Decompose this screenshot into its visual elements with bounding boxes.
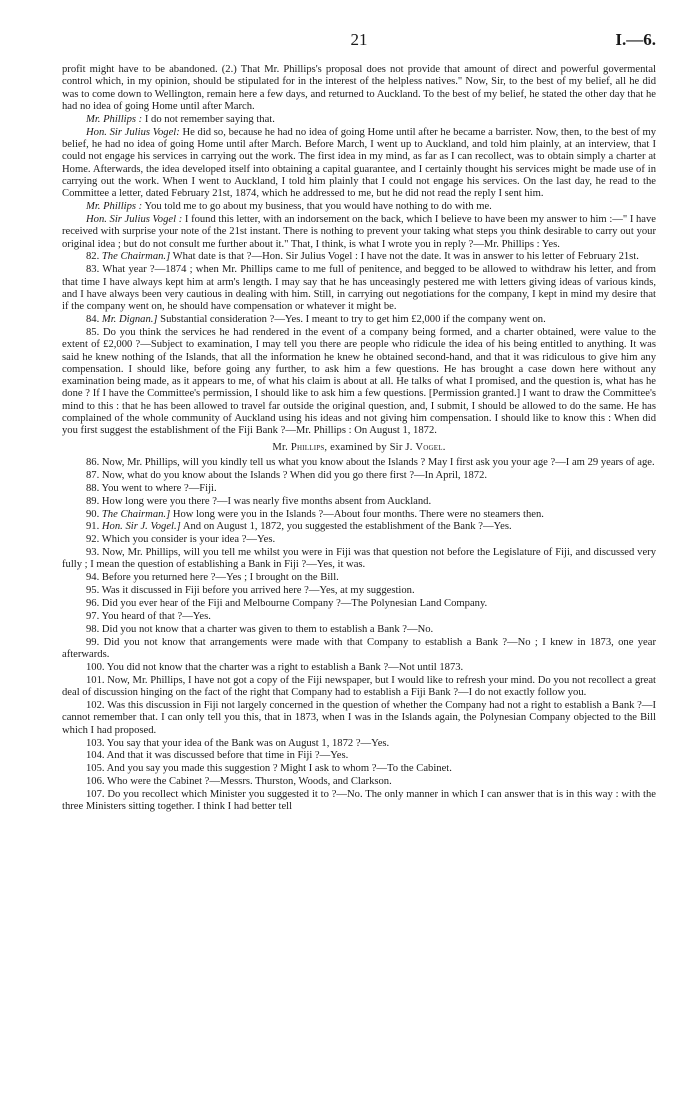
evidence-paragraph [62,662,656,674]
evidence-paragraph [62,327,656,438]
evidence-paragraph [62,201,656,213]
paragraph-text: 98. Did you not know that a charter was given to them to establish a Bank ?—No. [86,623,434,635]
paragraph-text: What date is that ?—Hon. Sir Julius Vogel : I have not the date. It was in answer to his letter of February 21st. [170,251,639,263]
speaker-label: Hon. Sir J. Vogel.] [101,521,181,533]
evidence-paragraph [62,251,656,263]
examiner-name: Vogel [415,441,443,453]
paragraph-text: 106. Who were the Cabinet ?—Messrs. Thurston, Woods, and Clarkson. [86,776,392,788]
paragraph-text: 83. What year ?—1874 ; when Mr. Phillips came to me full of penitence, and begged to be allowed to withdraw his letter, and from that time I have always kept him at arm's length. I may say that he has unceasingly pestered me with letters giving ideas of various kinds, and I have always been very cautious in dealing with him. Still, in carrying out negotiations for the company, I kept in mind my desire that if the company went on, he should have compensation or whatever it might be. [62,264,656,313]
question-number: 82. [86,251,100,263]
paragraph-text: profit might have to be abandoned. (2.) That Mr. Phillips's proposal does not provide that amount of direct and powerful govermental control which, in my opinion, should be stipulated for in the interest of the helpless natives." Now, Sir, to the best of my belief, all he did was to come down to Wellington, remain here a few days, and returned to Auckland. To the best of my belief, he stated the other day that he had no idea of going Home until after March. [62,64,656,112]
evidence-paragraph [62,789,656,814]
paragraph-text: 88. You went to where ?—Fiji. [86,482,217,494]
paragraph-text: 105. And you say you made this suggestion ? Might I ask to whom ?—To the Cabinet. [86,763,452,775]
paragraph-text: 107. Do you recollect which Minister you suggested it to ?—No. The only manner in which I can answer that is in this way : with the three Ministers sitting together. I think I had better tell [62,789,656,813]
paragraph-text: And on August 1, 1872, you suggested the establishment of the Bank ?—Yes. [180,521,512,533]
evidence-paragraph [62,496,656,508]
witness-name: Phillips [290,441,325,453]
question-number: 90. [86,508,100,520]
evidence-paragraph [62,637,656,662]
document-reference: I.—6. [615,30,656,49]
evidence-paragraph [62,738,656,750]
evidence-paragraph [62,598,656,610]
speaker-label: Hon. Sir Julius Vogel : [86,213,183,225]
paragraph-text: I found this letter, with an indorsement on the back, which I believe to have been my answer to him :—" I have received with surprise your note of the 21st instant. There is nothing to prevent your taking what steps you think desirable to carry out your original idea ; but do not consult me further about it." That, I think, is what I wrote you in reply ?—Mr. Phillips : Yes. [62,213,657,250]
evidence-paragraph [62,572,656,584]
page-header [62,30,656,54]
evidence-paragraph [62,700,656,737]
evidence-paragraph [62,509,656,521]
paragraph-text: 87. Now, what do you know about the Islands ? When did you go there first ?—In April, 1872. [86,469,488,481]
evidence-paragraph [62,547,656,572]
speaker-label: Mr. Phillips : [86,113,143,125]
speaker-label: Mr. Phillips : [86,201,143,213]
paragraph-text: 96. Did you ever hear of the Fiji and Melbourne Company ?—The Polynesian Land Company. [86,598,488,610]
evidence-paragraph [62,127,656,201]
evidence-paragraph [62,763,656,775]
paragraph-text: He did so, because he had no idea of going Home until after he became a barrister. Now, then, to the best of my belief, he had no idea of going Home until after March. Before March, I went up to Auckland, and told him plainly, at an interview, that I could not engage his services in carrying out the work. The first idea in my mind, as far as I can recollect, was to obtain simply a charter at Home. Afterwards, the idea developed itself into obtaining a capital guarantee, and I certainly thought his services might be made use of in carrying out the work. When I went to Auckland, I told him plainly that I could not engage his services. On the last day, he read to the Committee a letter, dated February 21st, 1874, which he addressed to me, but he did not read the reply I sent him. [62,126,656,200]
paragraph-text: 103. You say that your idea of the Bank was on August 1, 1872 ?—Yes. [86,737,390,749]
question-number: 91. [86,521,100,533]
evidence-paragraph [62,264,656,313]
evidence-paragraph [62,611,656,623]
paragraph-text: 85. Do you think the services he had rendered in the event of a company being formed, and a charter obtained, were value to the extent of £2,000 ?—Subject to examination, I may tell you there are people who ridicule the idea of his being entitled to anything. It was said he knew nothing of the Islands, that all the information he knew he obtained second-hand, and that it was ridiculous to give him any compensation. I should like, before going any further, to ask him a few questions. He has brought a case down here without any examination being made, as it appears to me, of what his claim is about at all. He talks of what I promised, and the question is, what has he done ? If I have the Committee's permission, I should like to ask him a few questions. [Permission granted.] I want to draw the Committee's mind to this : that he has been allowed to travel far outside the original question, and, I submit, I should be allowed to do the same. He has complained of the whole community of Auckland using his ideas and not giving him compensation. I should like to know this : When did you first suggest the establishment of the Fiji Bank ?—Mr. Phillips : On August 1, 1872. [62,326,656,437]
paragraph-text: 86. Now, Mr. Phillips, will you kindly tell us what you know about the Islands ? May I first ask you your age ?—I am 29 years of age. [86,456,655,468]
evidence-paragraph [62,585,656,597]
speaker-label: The Chairman.] [101,251,171,263]
evidence-paragraph [62,64,656,113]
paragraph-text: 89. How long were you there ?—I was nearly five months absent from Auckland. [86,495,432,507]
examination-heading [62,442,656,454]
heading-text: , examined by Sir J. [324,441,416,453]
paragraph-text: 97. You heard of that ?—Yes. [86,611,211,623]
evidence-paragraph [62,776,656,788]
paragraph-text: How long were you in the Islands ?—About four months. There were no steamers then. [170,508,544,520]
paragraph-text: Substantial consideration ?—Yes. I meant to try to get him £2,000 if the company went on. [157,314,546,326]
evidence-paragraph [62,483,656,495]
evidence-paragraph [62,675,656,700]
evidence-paragraph [62,214,656,251]
paragraph-text: 95. Was it discussed in Fiji before you arrived here ?—Yes, at my suggestion. [86,585,415,597]
question-number: 84. [86,314,100,326]
speaker-label: Hon. Sir Julius Vogel: [86,126,180,138]
paragraph-text: I do not remember saying that. [142,113,275,125]
paragraph-text: 99. Did you not know that arrangements were made with that Company to establish a Bank ?—No ; I knew in 1873, one year afterwards. [62,636,656,661]
heading-text: Mr. [272,441,291,453]
evidence-paragraph [62,534,656,546]
heading-text: . [442,441,446,453]
page-number: 21 [350,30,368,49]
paragraph-text: 92. Which you consider is your idea ?—Yes. [86,534,276,546]
evidence-body [62,64,656,814]
paragraph-text: 93. Now, Mr. Phillips, will you tell me whilst you were in Fiji was that question not before the Legislature of Fiji, and discussed very fully ; I mean the question of establishing a Bank in Fiji ?—Yes, it was. [62,547,656,571]
evidence-paragraph [62,470,656,482]
paragraph-text: You told me to go about my business, that you would have nothing to do with me. [142,201,492,213]
paragraph-text: 94. Before you returned here ?—Yes ; I brought on the Bill. [86,572,339,584]
paragraph-text: 100. You did not know that the charter was a right to establish a Bank ?—Not until 1873. [86,662,464,674]
paragraph-text: 101. Now, Mr. Phillips, I have not got a copy of the Fiji newspaper, but I would like to refresh your mind. Do you not recollect a great deal of discussion hinging on the fact of the right that Company had to establish a Fiji Bank ?—I do not exactly follow you. [62,674,656,699]
evidence-paragraph [62,624,656,636]
evidence-paragraph [62,114,656,126]
evidence-paragraph [62,314,656,326]
paragraph-text: 104. And that it was discussed before that time in Fiji ?—Yes. [86,750,349,762]
evidence-paragraph [62,750,656,762]
speaker-label: The Chairman.] [101,508,171,520]
evidence-paragraph [62,457,656,469]
paragraph-text: 102. Was this discussion in Fiji not largely concerned in the question of whether the Company had not a right to establish a Bank ?—I cannot remember that. I can only tell you this, that in 1873, when I was in the Islands again, the Polynesian Company objected to the Bill which I had proposed. [62,700,656,736]
speaker-label: Mr. Dignan.] [101,314,158,326]
evidence-paragraph [62,521,656,533]
